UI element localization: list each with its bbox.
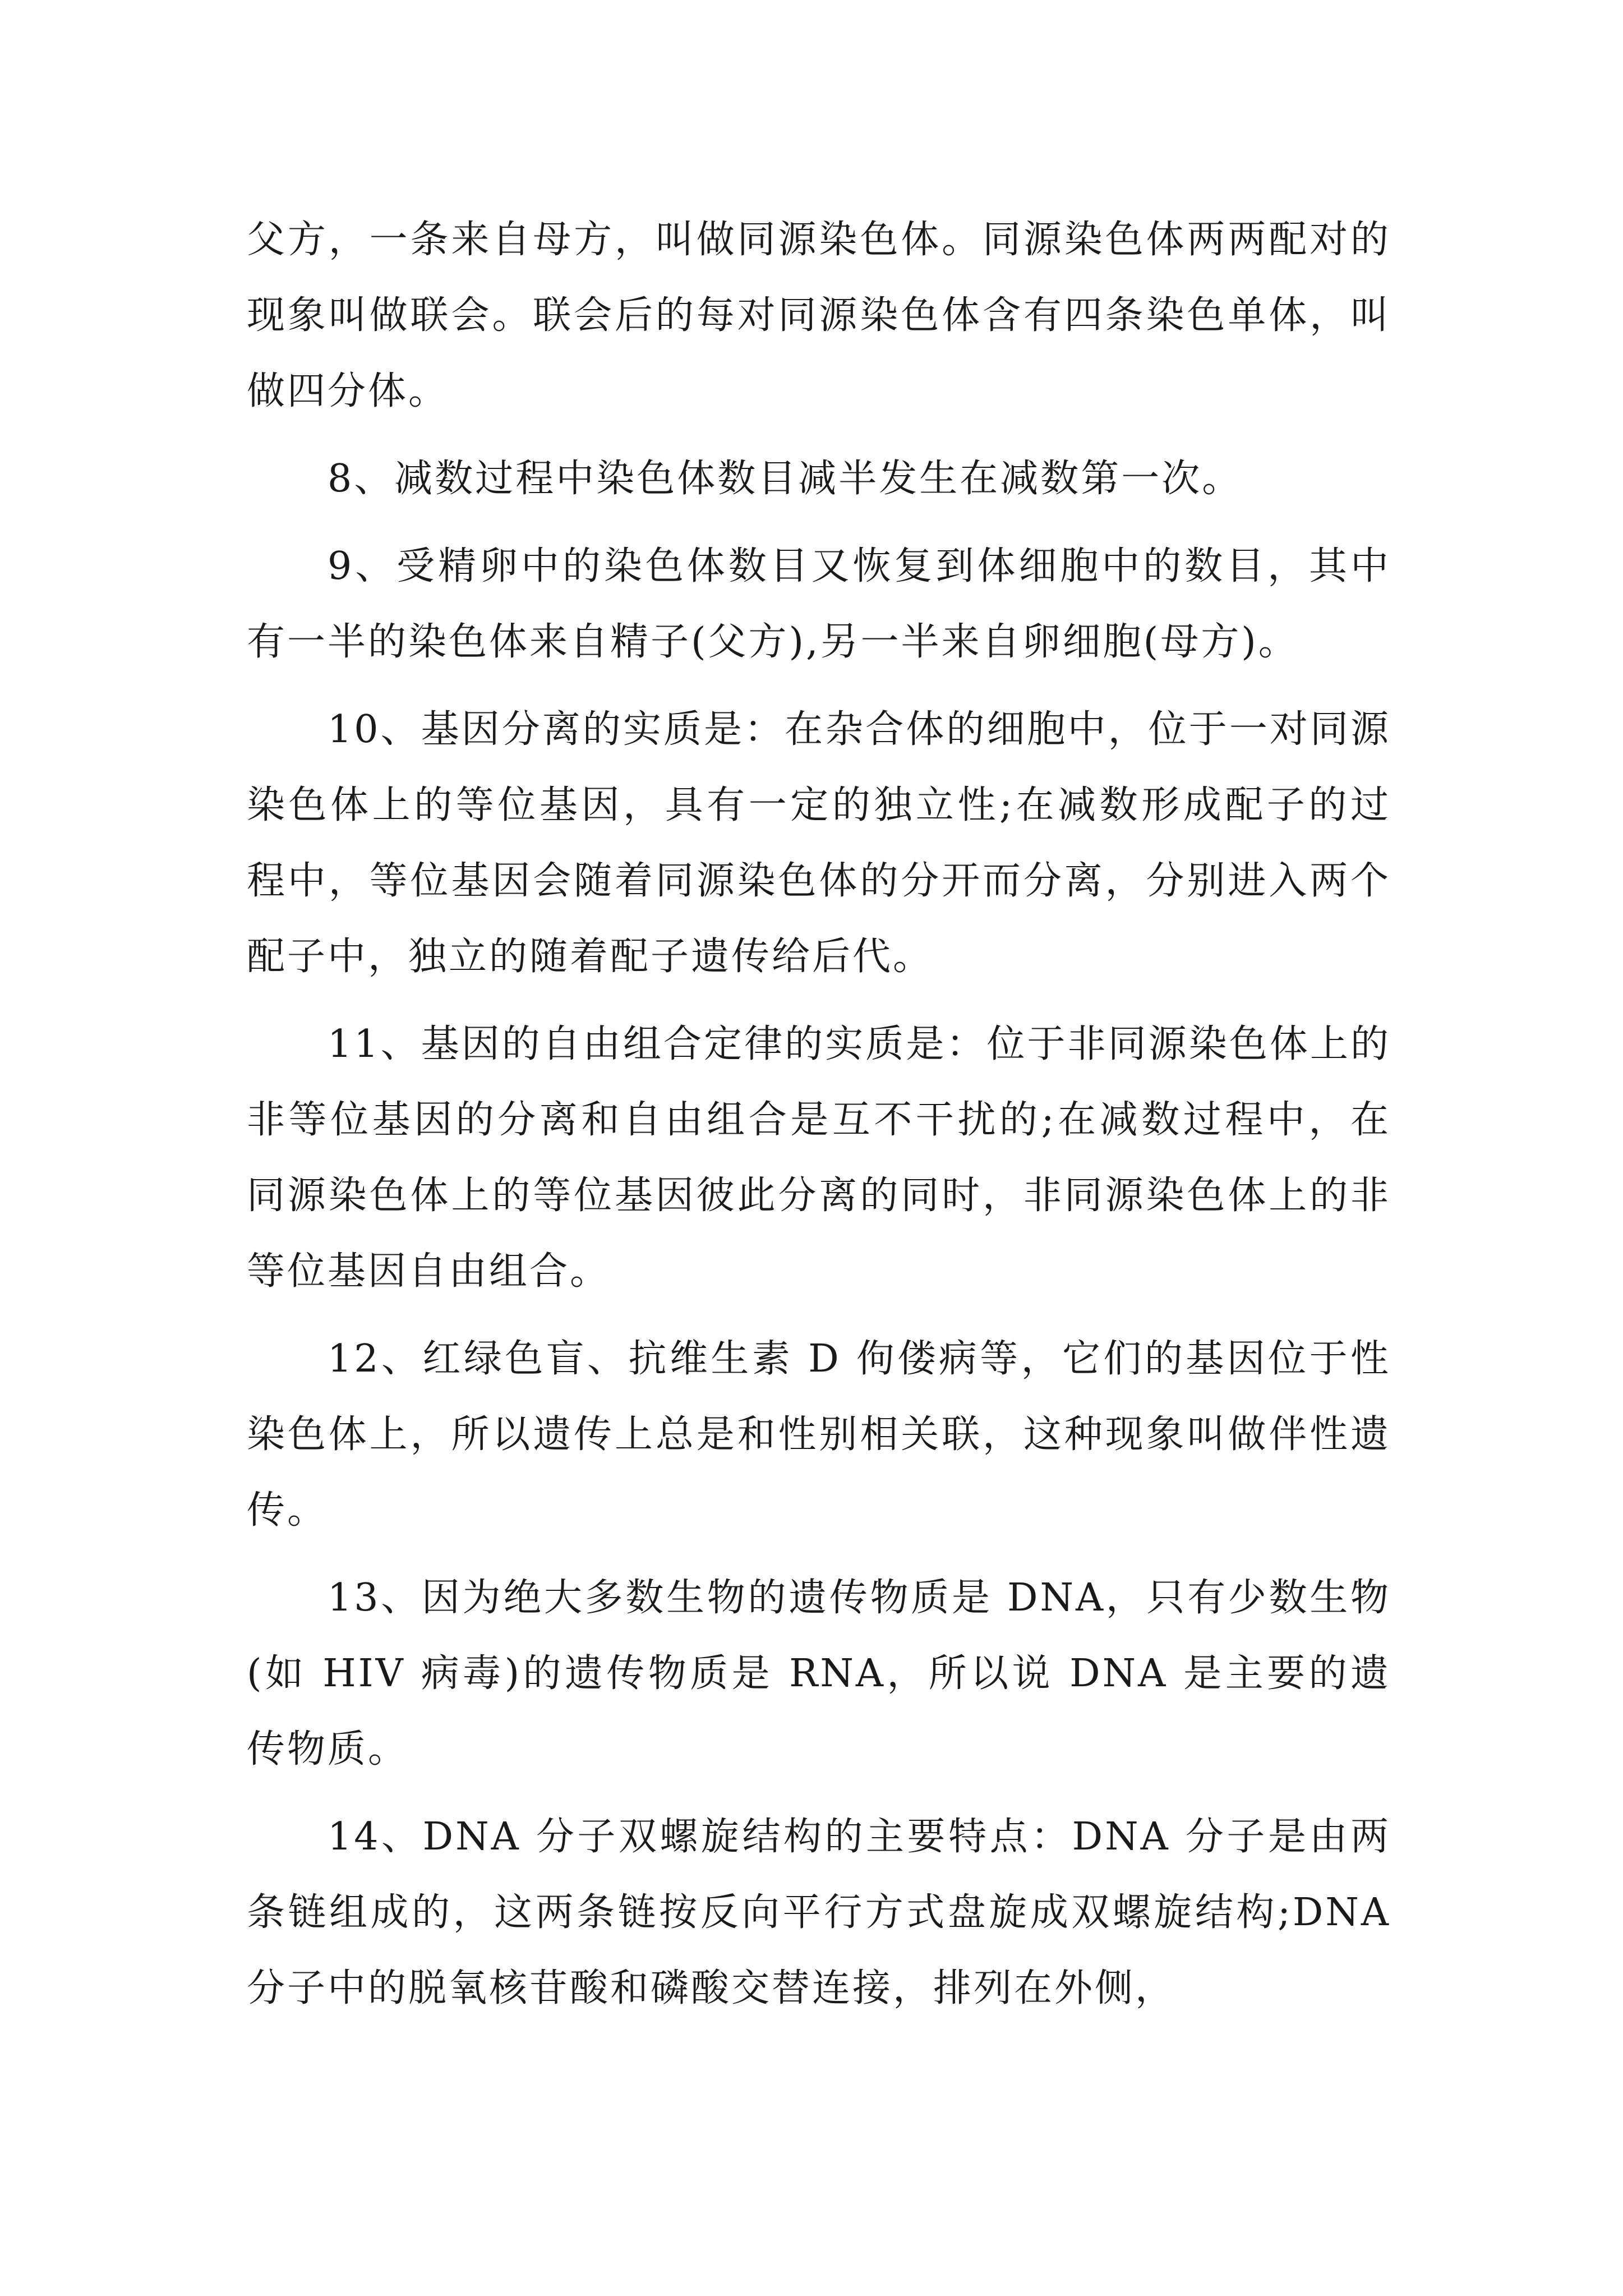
paragraph-item-10: 10、基因分离的实质是：在杂合体的细胞中，位于一对同源染色体上的等位基因，具有一定的独立性;在减数形成配子的过程中，等位基因会随着同源染色体的分开而分离，分别进入两个配子中，独立的随着配子遗传给后代。 — [247, 707, 1391, 979]
paragraph-item-14: 14、DNA 分子双螺旋结构的主要特点：DNA 分子是由两条链组成的，这两条链按反向平行方式盘旋成双螺旋结构;DNA 分子中的脱氧核苷酸和磷酸交替连接，排列在外侧， — [247, 1815, 1391, 2010]
body-text — [247, 202, 1391, 2038]
paragraph-item-11: 11、基因的自由组合定律的实质是：位于非同源染色体上的非等位基因的分离和自由组合是互不干扰的;在减数过程中，在同源染色体上的等位基因彼此分离的同时，非同源染色体上的非等位基因自由组合。 — [247, 1022, 1391, 1294]
paragraph-item-12: 12、红绿色盲、抗维生素 D 佝偻病等，它们的基因位于性染色体上，所以遗传上总是和性别相关联，这种现象叫做伴性遗传。 — [247, 1337, 1391, 1533]
paragraph-homologous-chromosomes: 父方，一条来自母方，叫做同源染色体。同源染色体两两配对的现象叫做联会。联会后的每对同源染色体含有四条染色单体，叫做四分体。 — [247, 218, 1391, 413]
paragraph-item-9: 9、受精卵中的染色体数目又恢复到体细胞中的数目，其中有一半的染色体来自精子(父方),另一半来自卵细胞(母方)。 — [247, 544, 1391, 664]
paragraph-item-13: 13、因为绝大多数生物的遗传物质是 DNA，只有少数生物(如 HIV 病毒)的遗传物质是 RNA，所以说 DNA 是主要的遗传物质。 — [247, 1576, 1391, 1772]
paragraph-item-8: 8、减数过程中染色体数目减半发生在减数第一次。 — [328, 457, 1243, 501]
